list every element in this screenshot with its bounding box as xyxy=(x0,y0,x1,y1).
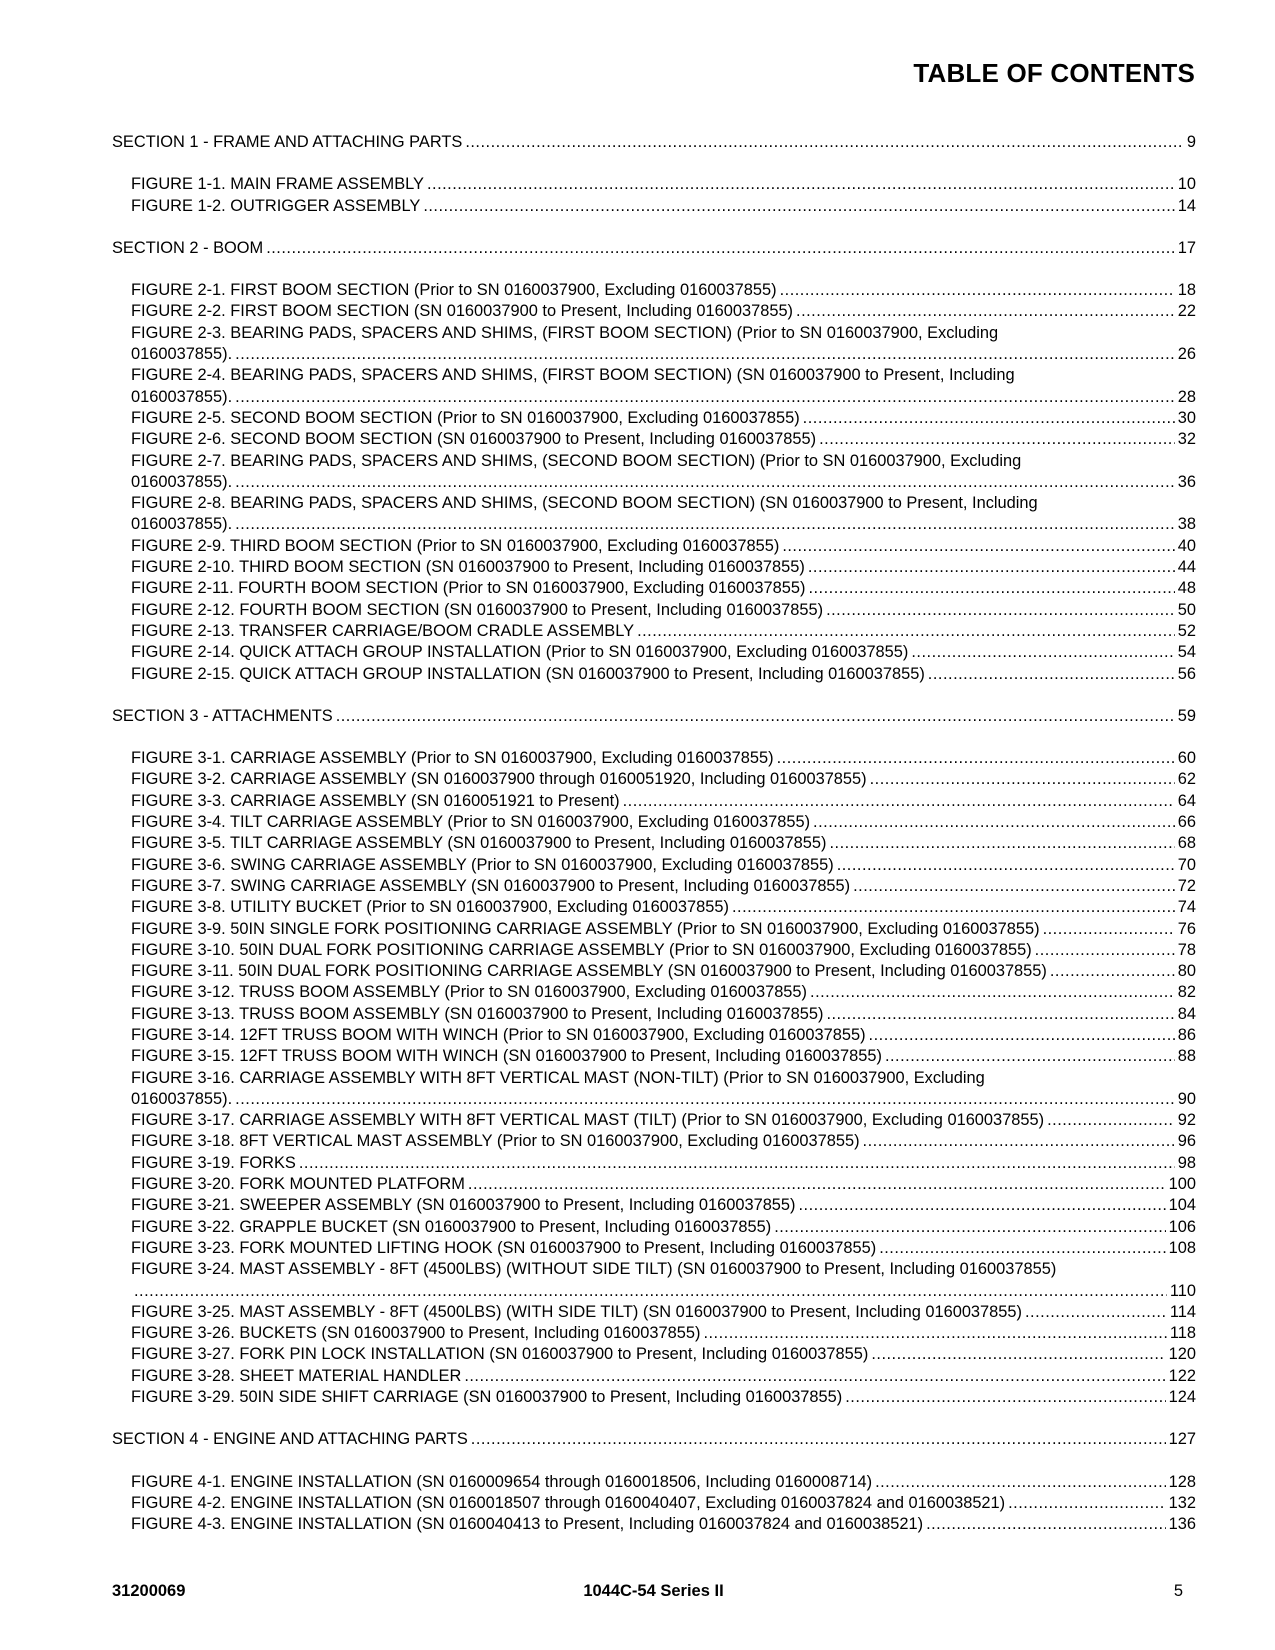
toc-figure-entry-label: FIGURE 4-3. ENGINE INSTALLATION (SN 0160040413 to Present, Including 0160037824 and 0160038521) xyxy=(131,1515,924,1534)
dot-leader xyxy=(777,748,1175,769)
toc-figure-entry-label: FIGURE 2-15. QUICK ATTACH GROUP INSTALLATION (SN 0160037900 to Present, Including 0160037855) xyxy=(131,664,925,683)
dot-leader xyxy=(782,536,1174,557)
toc-figure-entry-label: FIGURE 3-13. TRUSS BOOM ASSEMBLY (SN 0160037900 to Present, Including 0160037855) xyxy=(131,1004,824,1023)
dot-leader xyxy=(1008,1493,1166,1514)
toc-figure-entry[interactable] xyxy=(112,1195,1196,1216)
toc-figure-entry[interactable] xyxy=(112,1238,1196,1259)
toc-figure-entry-page: 18 xyxy=(1177,281,1196,300)
toc-section-entry-label: SECTION 1 - FRAME AND ATTACHING PARTS xyxy=(112,133,463,151)
dot-leader xyxy=(235,514,1175,535)
toc-figure-entry-label: FIGURE 3-25. MAST ASSEMBLY - 8FT (4500LBS) (WITH SIDE TILT) (SN 0160037900 to Present, Including 0160037855) xyxy=(131,1302,1022,1321)
toc-section-entry[interactable] xyxy=(112,238,1196,259)
table-of-contents xyxy=(112,132,1196,1536)
toc-figure-entry-label: FIGURE 3-10. 50IN DUAL FORK POSITIONING CARRIAGE ASSEMBLY (Prior to SN 0160037900, Excluding 0160037855) xyxy=(131,940,1032,959)
toc-figure-entry-page: 48 xyxy=(1177,579,1196,598)
toc-figure-entry-label: FIGURE 1-2. OUTRIGGER ASSEMBLY xyxy=(131,196,421,215)
toc-figure-entry-page: 108 xyxy=(1168,1238,1196,1257)
toc-figure-entry-page: 64 xyxy=(1177,791,1196,810)
toc-figure-entry[interactable] xyxy=(112,1302,1196,1323)
toc-figure-entry-label: FIGURE 3-26. BUCKETS (SN 0160037900 to Present, Including 0160037855) xyxy=(131,1324,701,1343)
toc-section-entry-page: 127 xyxy=(1168,1430,1196,1449)
dot-leader xyxy=(796,301,1175,322)
dot-leader xyxy=(875,1472,1166,1493)
dot-leader xyxy=(810,982,1175,1003)
toc-figure-entry[interactable] xyxy=(112,1153,1196,1174)
dot-leader xyxy=(863,1131,1175,1152)
dot-leader xyxy=(819,429,1175,450)
toc-figure-entry-page: 26 xyxy=(1177,345,1196,364)
toc-figure-entry[interactable] xyxy=(112,876,1196,897)
toc-figure-entry-label: FIGURE 2-2. FIRST BOOM SECTION (SN 0160037900 to Present, Including 0160037855) xyxy=(131,302,794,321)
toc-figure-entry[interactable] xyxy=(112,642,1196,663)
toc-figure-entry-page: 88 xyxy=(1177,1047,1196,1066)
toc-figure-entry-label: FIGURE 2-10. THIRD BOOM SECTION (SN 0160037900 to Present, Including 0160037855) xyxy=(131,558,805,577)
toc-figure-entry-label: FIGURE 2-5. SECOND BOOM SECTION (Prior to SN 0160037900, Excluding 0160037855) xyxy=(131,408,800,427)
dot-leader xyxy=(703,1323,1166,1344)
footer-page-number: 5 xyxy=(1173,1582,1183,1600)
toc-figure-entry-label: FIGURE 3-3. CARRIAGE ASSEMBLY (SN 0160051921 to Present) xyxy=(131,791,620,810)
toc-figure-entry-label: FIGURE 3-5. TILT CARRIAGE ASSEMBLY (SN 0160037900 to Present, Including 0160037855) xyxy=(131,834,827,853)
toc-figure-entry-label: FIGURE 4-1. ENGINE INSTALLATION (SN 0160009654 through 0160018506, Including 0160008714) xyxy=(131,1472,873,1491)
toc-figure-entry[interactable] xyxy=(112,429,1196,450)
toc-figure-entry-page: 132 xyxy=(1168,1493,1196,1512)
toc-figure-entry-page: 54 xyxy=(1177,643,1196,662)
toc-figure-entry-label: FIGURE 3-18. 8FT VERTICAL MAST ASSEMBLY (Prior to SN 0160037900, Excluding 0160037855) xyxy=(131,1132,860,1151)
toc-figure-entry-label: 0160037855). xyxy=(131,387,233,406)
dot-leader xyxy=(235,387,1175,408)
toc-figure-entry[interactable] xyxy=(112,897,1196,918)
dot-leader xyxy=(134,1281,1167,1302)
toc-figure-entry[interactable] xyxy=(112,1131,1196,1152)
toc-section-entry-label: SECTION 4 - ENGINE AND ATTACHING PARTS xyxy=(112,1430,468,1449)
toc-figure-entry-page: 120 xyxy=(1168,1345,1196,1364)
toc-figure-entry-label: FIGURE 3-6. SWING CARRIAGE ASSEMBLY (Prior to SN 0160037900, Excluding 0160037855) xyxy=(131,855,834,874)
page-footer xyxy=(112,1582,1195,1604)
toc-figure-entry-label: FIGURE 3-8. UTILITY BUCKET (Prior to SN 0160037900, Excluding 0160037855) xyxy=(131,898,729,917)
toc-figure-entry[interactable] xyxy=(112,748,1196,769)
dot-leader xyxy=(808,557,1175,578)
dot-leader xyxy=(299,1153,1175,1174)
dot-leader xyxy=(465,132,1184,153)
toc-figure-entry-page: 60 xyxy=(1177,749,1196,768)
toc-figure-entry-label: FIGURE 2-12. FOURTH BOOM SECTION (SN 0160037900 to Present, Including 0160037855) xyxy=(131,600,824,619)
toc-figure-entry-page: 98 xyxy=(1177,1153,1196,1172)
toc-figure-entry[interactable] xyxy=(112,1110,1196,1131)
dot-leader xyxy=(336,706,1175,727)
toc-figure-entry[interactable] xyxy=(112,280,1196,301)
toc-figure-entry-line1[interactable]: FIGURE 3-16. CARRIAGE ASSEMBLY WITH 8FT VERTICAL MAST (NON-TILT) (Prior to SN 0160037900, Excluding xyxy=(131,1068,985,1087)
toc-figure-entry-page: 118 xyxy=(1169,1324,1196,1343)
toc-figure-entry-label: 0160037855). xyxy=(131,515,233,534)
toc-section-entry[interactable] xyxy=(112,706,1196,727)
toc-figure-entry-label: FIGURE 3-14. 12FT TRUSS BOOM WITH WINCH (Prior to SN 0160037900, Excluding 0160037855) xyxy=(131,1025,866,1044)
toc-figure-entry[interactable] xyxy=(112,940,1196,961)
dot-leader xyxy=(826,600,1175,621)
toc-figure-entry[interactable] xyxy=(112,621,1196,642)
toc-figure-entry[interactable] xyxy=(112,961,1196,982)
toc-figure-entry-label: FIGURE 3-29. 50IN SIDE SHIFT CARRIAGE (SN 0160037900 to Present, Including 0160037855) xyxy=(131,1388,843,1407)
dot-leader xyxy=(1035,940,1175,961)
toc-figure-entry-page: 70 xyxy=(1177,855,1196,874)
dot-leader xyxy=(235,344,1175,365)
toc-figure-entry[interactable] xyxy=(112,344,1196,365)
toc-figure-entry-label: FIGURE 3-7. SWING CARRIAGE ASSEMBLY (SN 0160037900 to Present, Including 0160037855) xyxy=(131,876,851,895)
toc-figure-entry-page: 14 xyxy=(1177,196,1196,215)
dot-leader xyxy=(871,1344,1165,1365)
toc-figure-entry-label: FIGURE 3-4. TILT CARRIAGE ASSEMBLY (Prior to SN 0160037900, Excluding 0160037855) xyxy=(131,813,811,832)
toc-figure-entry-label: FIGURE 3-11. 50IN DUAL FORK POSITIONING CARRIAGE ASSEMBLY (SN 0160037900 to Present, Including 0160037855) xyxy=(131,962,1047,981)
toc-section-entry-label: SECTION 3 - ATTACHMENTS xyxy=(112,706,333,725)
dot-leader xyxy=(1025,1302,1167,1323)
toc-figure-entry-page: 82 xyxy=(1177,983,1196,1002)
toc-figure-entry[interactable] xyxy=(112,833,1196,854)
dot-leader xyxy=(774,1217,1165,1238)
toc-figure-entry-page: 114 xyxy=(1169,1302,1196,1321)
dot-leader xyxy=(637,621,1175,642)
footer-doc-number: 31200069 xyxy=(112,1582,186,1600)
toc-figure-entry-page: 110 xyxy=(1169,1281,1196,1300)
toc-figure-entry-page: 32 xyxy=(1177,430,1196,449)
toc-figure-entry-label: FIGURE 2-13. TRANSFER CARRIAGE/BOOM CRADLE ASSEMBLY xyxy=(131,621,635,640)
toc-figure-entry-label: FIGURE 3-9. 50IN SINGLE FORK POSITIONING CARRIAGE ASSEMBLY (Prior to SN 0160037900, Excluding 0160037855) xyxy=(131,919,1040,938)
dot-leader xyxy=(235,1089,1175,1110)
dot-leader xyxy=(1043,919,1175,940)
toc-figure-entry[interactable] xyxy=(112,791,1196,812)
toc-figure-entry[interactable] xyxy=(112,1387,1196,1408)
toc-figure-entry-line1[interactable]: FIGURE 2-3. BEARING PADS, SPACERS AND SHIMS, (FIRST BOOM SECTION) (Prior to SN 0160037900, Excluding xyxy=(131,323,999,342)
toc-figure-entry-label: 0160037855). xyxy=(131,345,233,364)
toc-figure-entry-page: 68 xyxy=(1177,834,1196,853)
toc-figure-entry-page: 38 xyxy=(1177,515,1196,534)
dot-leader xyxy=(826,1004,1174,1025)
toc-figure-entry-label: FIGURE 2-6. SECOND BOOM SECTION (SN 0160037900 to Present, Including 0160037855) xyxy=(131,430,817,449)
dot-leader xyxy=(471,1429,1166,1450)
footer-model: 1044C-54 Series II xyxy=(583,1582,724,1600)
toc-figure-entry[interactable] xyxy=(112,1046,1196,1067)
toc-figure-entry[interactable] xyxy=(112,408,1196,429)
toc-figure-entry-page: 52 xyxy=(1177,621,1196,640)
toc-figure-entry[interactable] xyxy=(112,1089,1196,1110)
toc-figure-entry[interactable] xyxy=(112,196,1196,217)
dot-leader xyxy=(427,174,1175,195)
toc-figure-entry-label: FIGURE 3-22. GRAPPLE BUCKET (SN 0160037900 to Present, Including 0160037855) xyxy=(131,1217,772,1236)
toc-figure-entry-page: 66 xyxy=(1177,813,1196,832)
page-title: TABLE OF CONTENTS xyxy=(913,58,1195,88)
toc-section-entry-page: 59 xyxy=(1177,706,1196,725)
dot-leader xyxy=(468,1174,1166,1195)
dot-leader xyxy=(870,769,1175,790)
toc-figure-entry-page: 76 xyxy=(1177,919,1196,938)
dot-leader xyxy=(869,1025,1175,1046)
toc-figure-entry-line1[interactable]: FIGURE 2-7. BEARING PADS, SPACERS AND SHIMS, (SECOND BOOM SECTION) (Prior to SN 0160037900, Excluding xyxy=(131,451,1022,470)
dot-leader xyxy=(1050,961,1175,982)
toc-figure-entry[interactable] xyxy=(112,812,1196,833)
dot-leader xyxy=(926,1514,1166,1535)
toc-figure-entry[interactable] xyxy=(112,578,1196,599)
dot-leader xyxy=(732,897,1175,918)
toc-figure-entry-page: 104 xyxy=(1168,1196,1196,1215)
toc-figure-entry-page: 96 xyxy=(1177,1132,1196,1151)
toc-figure-entry-page: 62 xyxy=(1177,770,1196,789)
toc-figure-entry-page: 122 xyxy=(1168,1366,1196,1385)
toc-figure-entry-page: 72 xyxy=(1177,876,1196,895)
dot-leader xyxy=(829,833,1174,854)
toc-figure-entry[interactable] xyxy=(112,387,1196,408)
toc-figure-entry-label: FIGURE 3-12. TRUSS BOOM ASSEMBLY (Prior to SN 0160037900, Excluding 0160037855) xyxy=(131,983,808,1002)
toc-figure-entry-page: 92 xyxy=(1177,1111,1196,1130)
toc-figure-entry-label: FIGURE 1-1. MAIN FRAME ASSEMBLY xyxy=(131,175,424,194)
toc-figure-entry-page: 74 xyxy=(1177,898,1196,917)
dot-leader xyxy=(799,1195,1166,1216)
dot-leader xyxy=(235,472,1175,493)
toc-figure-entry-page: 128 xyxy=(1168,1472,1196,1491)
toc-figure-entry[interactable] xyxy=(112,982,1196,1003)
toc-figure-entry-label: FIGURE 3-23. FORK MOUNTED LIFTING HOOK (SN 0160037900 to Present, Including 0160037855) xyxy=(131,1238,877,1257)
toc-figure-entry-page: 30 xyxy=(1177,408,1196,427)
toc-figure-entry[interactable] xyxy=(112,600,1196,621)
dot-leader xyxy=(928,664,1175,685)
toc-figure-entry-page: 124 xyxy=(1168,1388,1196,1407)
toc-figure-entry[interactable] xyxy=(112,769,1196,790)
dot-leader xyxy=(879,1238,1165,1259)
toc-figure-entry-label: FIGURE 3-19. FORKS xyxy=(131,1153,296,1172)
toc-figure-entry-line1[interactable]: FIGURE 2-4. BEARING PADS, SPACERS AND SHIMS, (FIRST BOOM SECTION) (SN 0160037900 to Present, Including xyxy=(131,366,1015,385)
dot-leader xyxy=(911,642,1174,663)
toc-figure-entry[interactable] xyxy=(112,1344,1196,1365)
toc-section-entry-label: SECTION 2 - BOOM xyxy=(112,238,264,257)
toc-figure-entry[interactable] xyxy=(112,1493,1196,1514)
toc-section-entry[interactable] xyxy=(112,132,1196,153)
toc-figure-entry-page: 40 xyxy=(1177,536,1196,555)
toc-figure-entry-page: 50 xyxy=(1177,600,1196,619)
dot-leader xyxy=(885,1046,1175,1067)
dot-leader xyxy=(837,855,1175,876)
toc-figure-entry-label: FIGURE 3-2. CARRIAGE ASSEMBLY (SN 0160037900 through 0160051920, Including 0160037855) xyxy=(131,770,867,789)
toc-figure-entry-page: 10 xyxy=(1177,175,1196,194)
dot-leader xyxy=(780,280,1175,301)
toc-section-entry-page: 17 xyxy=(1177,238,1196,257)
toc-figure-entry[interactable] xyxy=(112,1323,1196,1344)
toc-figure-entry[interactable] xyxy=(112,301,1196,322)
dot-leader xyxy=(813,812,1175,833)
dot-leader xyxy=(853,876,1175,897)
toc-figure-entry-page: 36 xyxy=(1177,472,1196,491)
toc-figure-entry-label: 0160037855). xyxy=(131,472,233,491)
toc-figure-entry-label: FIGURE 3-27. FORK PIN LOCK INSTALLATION (SN 0160037900 to Present, Including 0160037855) xyxy=(131,1345,869,1364)
toc-figure-entry[interactable] xyxy=(112,855,1196,876)
dot-leader xyxy=(623,791,1175,812)
toc-section-entry[interactable] xyxy=(112,1429,1196,1450)
toc-figure-entry-page: 44 xyxy=(1177,558,1196,577)
dot-leader xyxy=(808,578,1174,599)
toc-figure-entry-label: FIGURE 3-20. FORK MOUNTED PLATFORM xyxy=(131,1175,465,1194)
dot-leader xyxy=(266,238,1175,259)
toc-section-entry-page: 9 xyxy=(1186,133,1196,151)
toc-figure-entry-page: 106 xyxy=(1168,1217,1196,1236)
dot-leader xyxy=(845,1387,1165,1408)
toc-figure-entry[interactable] xyxy=(112,1025,1196,1046)
toc-figure-entry[interactable] xyxy=(112,1366,1196,1387)
toc-figure-entry[interactable] xyxy=(112,1174,1196,1195)
toc-figure-entry-page: 86 xyxy=(1177,1025,1196,1044)
toc-figure-entry-label: FIGURE 3-17. CARRIAGE ASSEMBLY WITH 8FT VERTICAL MAST (TILT) (Prior to SN 0160037900, Excluding 0160037855) xyxy=(131,1111,1045,1130)
toc-figure-entry-page: 136 xyxy=(1168,1515,1196,1534)
toc-figure-entry[interactable] xyxy=(112,557,1196,578)
toc-figure-entry-page: 90 xyxy=(1177,1089,1196,1108)
toc-figure-entry-label: FIGURE 2-11. FOURTH BOOM SECTION (Prior to SN 0160037900, Excluding 0160037855) xyxy=(131,579,806,598)
toc-figure-entry-page: 28 xyxy=(1177,387,1196,406)
toc-figure-entry[interactable] xyxy=(112,1281,1196,1302)
toc-figure-entry[interactable] xyxy=(112,664,1196,685)
toc-figure-entry-page: 84 xyxy=(1177,1004,1196,1023)
toc-figure-entry[interactable] xyxy=(112,536,1196,557)
toc-figure-entry-page: 80 xyxy=(1177,962,1196,981)
toc-figure-entry-page: 56 xyxy=(1177,664,1196,683)
toc-figure-entry[interactable] xyxy=(112,472,1196,493)
dot-leader xyxy=(423,196,1174,217)
toc-figure-entry-label: FIGURE 3-1. CARRIAGE ASSEMBLY (Prior to SN 0160037900, Excluding 0160037855) xyxy=(131,749,774,768)
toc-figure-entry[interactable] xyxy=(112,919,1196,940)
dot-leader xyxy=(1047,1110,1175,1131)
toc-figure-entry[interactable] xyxy=(112,174,1196,195)
toc-figure-entry-line1[interactable]: FIGURE 3-24. MAST ASSEMBLY - 8FT (4500LBS) (WITHOUT SIDE TILT) (SN 0160037900 to Present, Including 0160037855) xyxy=(131,1260,1057,1279)
toc-figure-entry-label: FIGURE 3-28. SHEET MATERIAL HANDLER xyxy=(131,1366,462,1385)
toc-figure-entry-label: FIGURE 4-2. ENGINE INSTALLATION (SN 0160018507 through 0160040407, Excluding 0160037824 and 0160038521) xyxy=(131,1493,1006,1512)
toc-figure-entry[interactable] xyxy=(112,1004,1196,1025)
toc-figure-entry-page: 22 xyxy=(1177,302,1196,321)
toc-figure-entry-label: FIGURE 3-15. 12FT TRUSS BOOM WITH WINCH (SN 0160037900 to Present, Including 0160037855) xyxy=(131,1047,882,1066)
toc-figure-entry-label: FIGURE 2-14. QUICK ATTACH GROUP INSTALLATION (Prior to SN 0160037900, Excluding 0160037855) xyxy=(131,643,909,662)
toc-figure-entry-line1[interactable]: FIGURE 2-8. BEARING PADS, SPACERS AND SHIMS, (SECOND BOOM SECTION) (SN 0160037900 to Present, Including xyxy=(131,494,1038,513)
dot-leader xyxy=(464,1366,1165,1387)
toc-figure-entry[interactable] xyxy=(112,514,1196,535)
toc-figure-entry[interactable] xyxy=(112,1472,1196,1493)
toc-figure-entry-page: 78 xyxy=(1177,940,1196,959)
toc-figure-entry-label: 0160037855). xyxy=(131,1089,233,1108)
toc-figure-entry[interactable] xyxy=(112,1217,1196,1238)
toc-figure-entry-page: 100 xyxy=(1168,1175,1196,1194)
toc-figure-entry-label: FIGURE 2-1. FIRST BOOM SECTION (Prior to SN 0160037900, Excluding 0160037855) xyxy=(131,281,777,300)
toc-figure-entry[interactable] xyxy=(112,1514,1196,1535)
dot-leader xyxy=(803,408,1175,429)
toc-figure-entry-label: FIGURE 2-9. THIRD BOOM SECTION (Prior to SN 0160037900, Excluding 0160037855) xyxy=(131,536,780,555)
toc-figure-entry-label: FIGURE 3-21. SWEEPER ASSEMBLY (SN 0160037900 to Present, Including 0160037855) xyxy=(131,1196,796,1215)
